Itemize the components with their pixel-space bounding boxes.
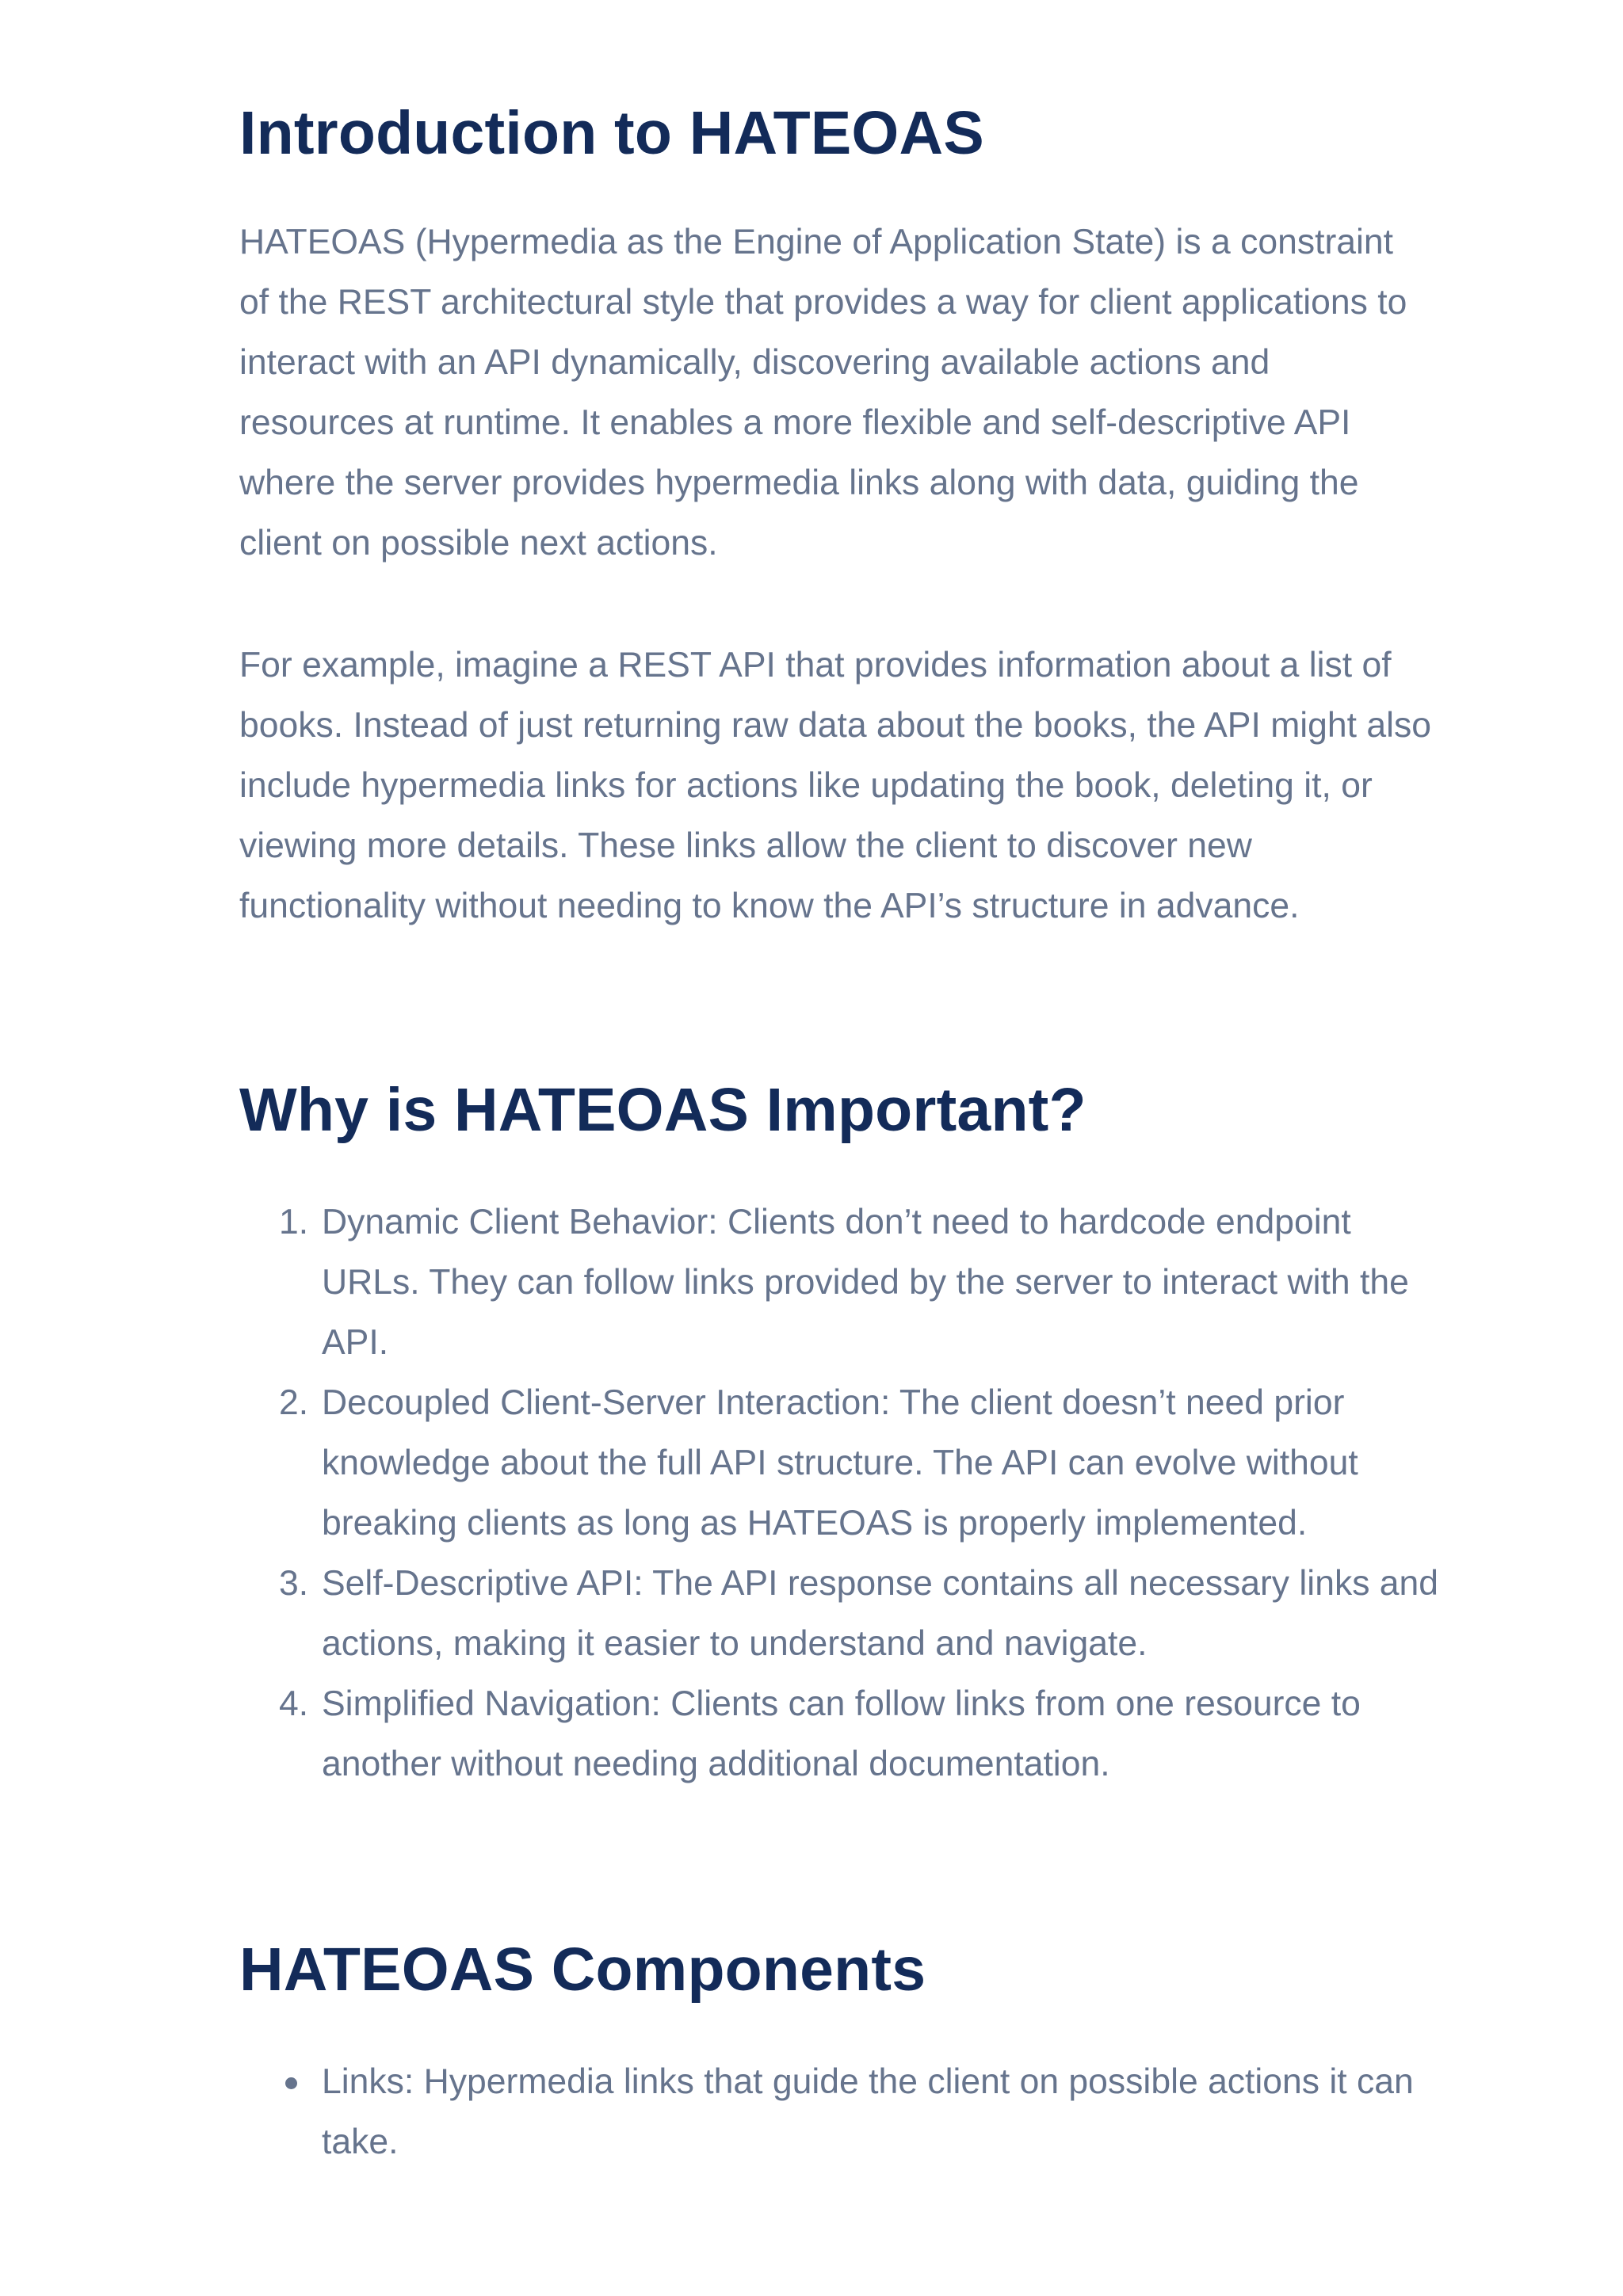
section-heading-components: HATEOAS Components (239, 1936, 926, 2004)
list-item (239, 1674, 1440, 1794)
list-item-text: Decoupled Client-Server Interaction: The client doesn’t need prior knowledge about the full API structure. The API can evolve without breaking clients as long as HATEOAS is properly implemented. (322, 1383, 1358, 1543)
list-item (239, 1373, 1440, 1554)
list-item (239, 1554, 1440, 1674)
list-number: 4. (279, 1684, 309, 1723)
intro-paragraph: HATEOAS (Hypermedia as the Engine of Application State) is a constraint of the REST architectural style that provides a way for client applications to interact with an API dynamically, discovering available actions and resources at runtime. It enables a more flexible and self-descriptive API where the server provides hypermedia links along with data, guiding the client on possible next actions. (239, 223, 1407, 563)
example-paragraph: For example, imagine a REST API that provides information about a list of books. Instead of just returning raw data about the books, the API might also include hypermedia links for actions like updating the book, deleting it, or viewing more details. These links allow the client to discover new functionality without needing to know the API’s structure in advance. (239, 646, 1432, 925)
section-heading-introduction: Introduction to HATEOAS (239, 99, 984, 167)
list-item-text: Self-Descriptive API: The API response contains all necessary links and actions, making it easier to understand and navigate. (322, 1564, 1439, 1663)
list-item (239, 1192, 1440, 1373)
list-number: 1. (279, 1203, 309, 1241)
importance-list (239, 1192, 1440, 1794)
section-heading-why-important: Why is HATEOAS Important? (239, 1076, 1086, 1144)
list-number: 2. (279, 1383, 309, 1422)
components-list (239, 2052, 1440, 2172)
list-item-text: Links: Hypermedia links that guide the client on possible actions it can take. (322, 2062, 1414, 2161)
list-item (239, 2052, 1440, 2172)
list-number: 3. (279, 1564, 309, 1603)
list-item-text: Dynamic Client Behavior: Clients don’t need to hardcode endpoint URLs. They can follow links provided by the server to interact with the API. (322, 1203, 1409, 1362)
list-item-text: Simplified Navigation: Clients can follow links from one resource to another without needing additional documentation. (322, 1684, 1361, 1783)
bullet-icon (285, 2077, 297, 2089)
